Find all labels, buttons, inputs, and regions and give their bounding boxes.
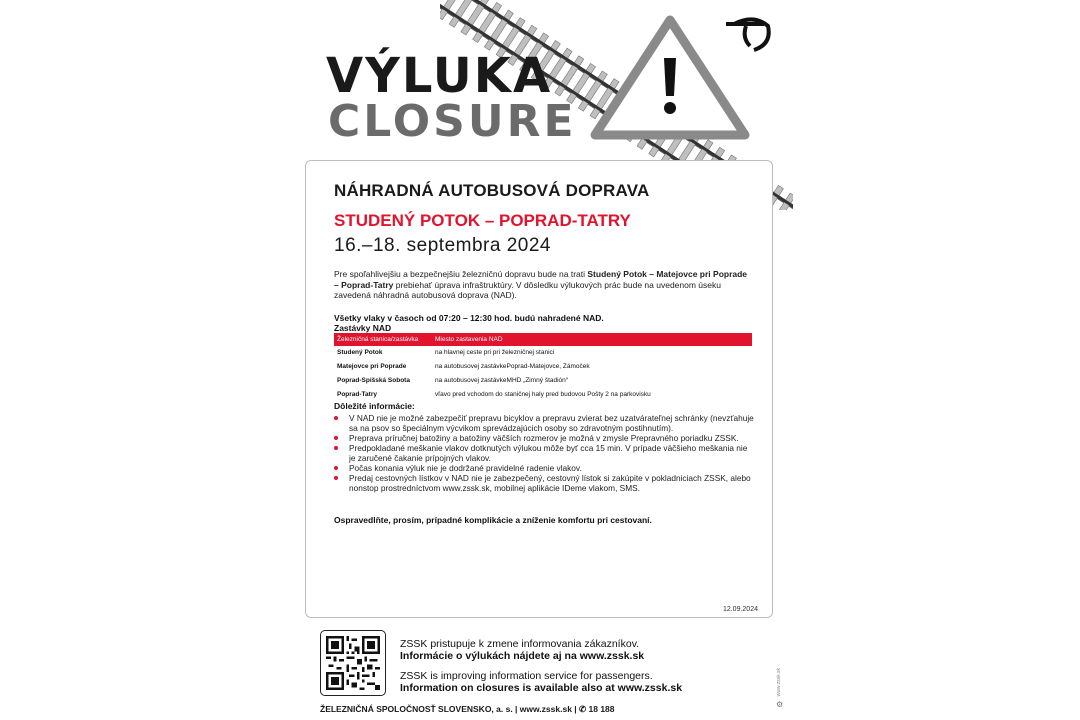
notice-heading: NÁHRADNÁ AUTOBUSOVÁ DOPRAVA	[334, 181, 650, 200]
station-cell: Poprad-Tatry	[334, 388, 432, 402]
notice-dates: 16.–18. septembra 2024	[334, 235, 551, 256]
spacer	[400, 662, 682, 670]
zssk-logo-icon	[724, 16, 774, 52]
station-cell: Poprad-Spišská Sobota	[334, 374, 432, 388]
info-text: Predaj cestovných lístkov v NAD nie je zabezpečený, cestovný lístok si zakúpite v pokladniciach ZSSK, alebo nonstop prostredníctvom www.zssk.sk, mobilnej aplikácie IDeme vlakom, SMS.	[349, 473, 751, 493]
bullet-icon	[334, 446, 338, 450]
intro-text-bold: Studený Potok – Matejovce pri Poprade – Poprad-Tatry	[334, 269, 748, 290]
list-item	[334, 433, 754, 443]
notice-sk-line2: Informácie o výlukách nájdete aj na www.zssk.sk	[400, 650, 645, 662]
notice-sk-line1: ZSSK pristupuje k zmene informovania zákazníkov.	[400, 638, 640, 650]
station-cell: Studený Potok	[334, 346, 432, 360]
issue-date: 12.09.2024	[722, 606, 758, 613]
poster-title: VÝLUKA	[326, 48, 553, 104]
table-header-row	[334, 333, 752, 346]
bullet-icon	[334, 436, 338, 440]
list-item	[334, 443, 754, 463]
gear-icon: ⚙	[776, 700, 784, 709]
credit-text: www.zssk.sk	[776, 668, 782, 697]
info-text: Predpokladané meškanie vlakov dotknutých výlukou môže byť cca 15 min. V prípade väčšieho meškania nie je zaručené čakanie prípojných vlakov.	[349, 443, 748, 463]
info-title: Dôležité informácie:	[334, 401, 415, 411]
closure-poster	[300, 0, 793, 720]
station-cell: Matejovce pri Poprade	[334, 360, 432, 374]
table-header-station: Železničná stanica/zastávka	[334, 333, 432, 346]
place-cell: vľavo pred vchodom do staničnej haly pred budovou Pošty 2 na parkovisku	[432, 388, 752, 402]
table-header-place: Miesto zastavenia NAD	[432, 333, 752, 346]
poster-subtitle: CLOSURE	[328, 96, 577, 147]
stops-title: Zastávky NAD	[334, 323, 392, 333]
bullet-icon	[334, 476, 338, 480]
list-item	[334, 463, 754, 473]
place-cell: na autobusovej zastávkeMHD „Zimný štadión“	[432, 374, 752, 388]
place-cell: na hlavnej ceste pri pri železničnej stanici	[432, 346, 752, 360]
stops-table	[334, 333, 752, 402]
table-row	[334, 360, 752, 374]
notice-en-line1: ZSSK is improving information service for passengers.	[400, 670, 653, 682]
list-item	[334, 413, 754, 433]
list-item	[334, 473, 754, 493]
place-cell: na autobusovej zastávkePoprad-Matejovce, Zámoček	[432, 360, 752, 374]
intro-paragraph	[334, 269, 754, 301]
apology-note: Ospravedlňte, prosím, prípadné komplikácie a zníženie komfortu pri cestovaní.	[334, 515, 652, 525]
table-row	[334, 346, 752, 360]
all-trains-note: Všetky vlaky v časoch od 07:20 – 12:30 hod. budú nahradené NAD.	[334, 313, 604, 323]
info-service-notice	[400, 638, 682, 694]
intro-text-post: prebiehať úprava infraštruktúry. V dôsledku výlukových prác bude na uvedenom úseku zavedená náhradná autobusová doprava (NAD).	[334, 279, 721, 300]
footer-company-line: ŽELEZNIČNÁ SPOLOČNOSŤ SLOVENSKO, a. s. | www.zssk.sk | ✆ 18 188	[320, 704, 615, 714]
table-row	[334, 388, 752, 402]
info-text: V NAD nie je možné zabezpečiť prepravu bicyklov a prepravu zvierat bez uzatvárateľnej schránky (nevzťahuje sa na psov so špeciálnym výcvikom sprevádzajúcich osoby so zdravotným postihnutím).	[349, 413, 754, 433]
table-row	[334, 374, 752, 388]
notice-route: STUDENÝ POTOK – POPRAD-TATRY	[334, 211, 631, 230]
intro-text-pre: Pre spoľahlivejšiu a bezpečnejšiu železničnú dopravu bude na trati	[334, 269, 588, 279]
bullet-icon	[334, 416, 338, 420]
info-list	[334, 413, 754, 493]
info-text: Počas konania výluk nie je dodržané pravidelné radenie vlakov.	[349, 463, 582, 473]
warning-triangle-icon	[595, 20, 745, 135]
notice-en-line2: Information on closures is available also at www.zssk.sk	[400, 682, 683, 694]
bullet-icon	[334, 466, 338, 470]
qr-code-icon	[320, 630, 386, 696]
info-text: Preprava príručnej batožiny a batožiny väčších rozmerov je možná v zmysle Prepravného poriadku ZSSK.	[349, 433, 739, 443]
notice-card	[305, 160, 773, 618]
